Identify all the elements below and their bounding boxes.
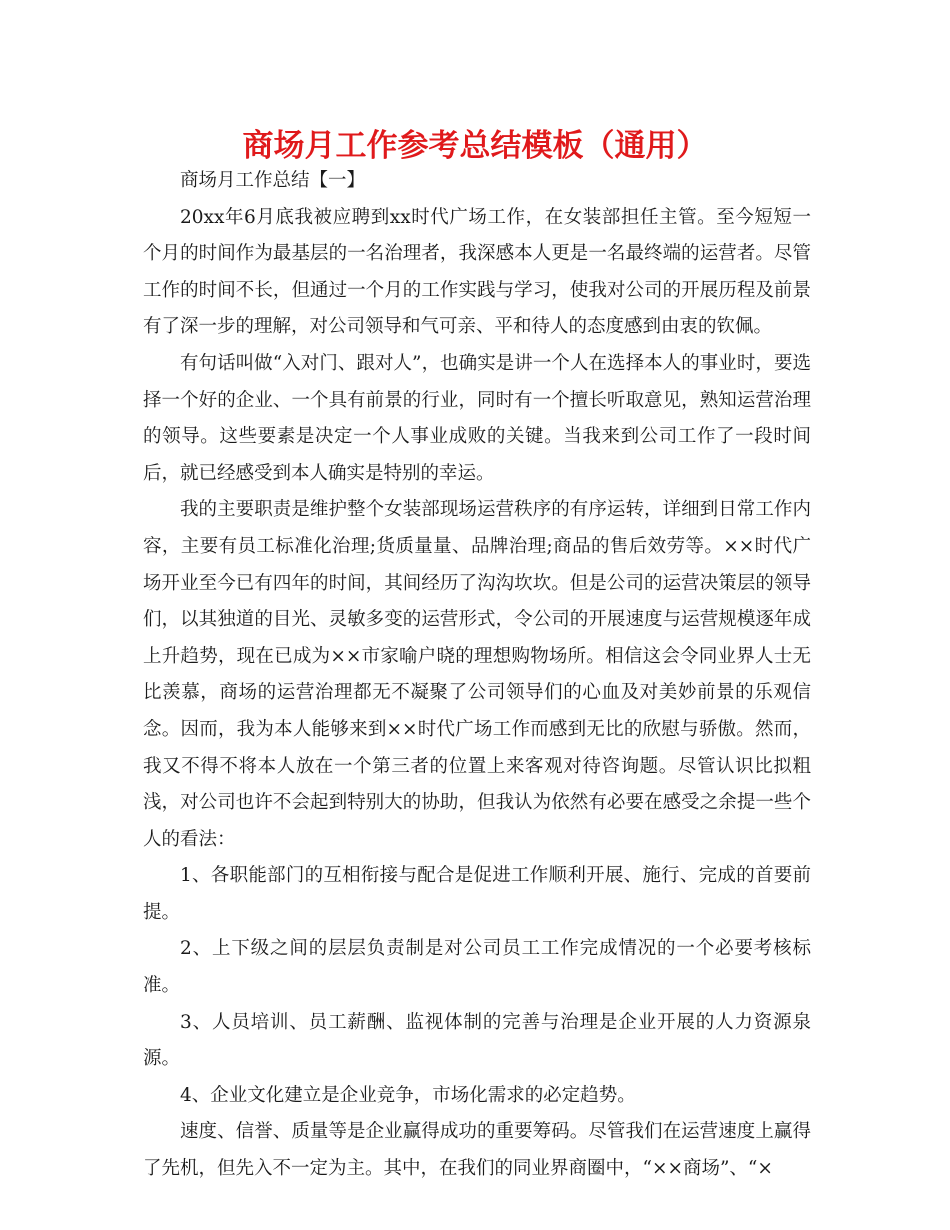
list-item-1: 1、各职能部门的互相衔接与配合是促进工作顺利开展、施行、完成的首要前提。 xyxy=(143,865,811,923)
paragraph-competition: 速度、信誉、质量等是企业赢得成功的重要筹码。尽管我们在运营速度上赢得了先机，但先入不一定为主。其中，在我们的同业界商圈中，“××商场”、“× xyxy=(143,1121,811,1180)
list-item-2: 2、上下级之间的层层负责制是对公司员工工作完成情况的一个必要考核标准。 xyxy=(143,938,811,997)
list-item-3: 3、人员培训、员工薪酬、监视体制的完善与治理是企业开展的人力资源泉源。 xyxy=(143,1011,811,1070)
document-body xyxy=(143,163,811,1188)
paragraph-duties: 我的主要职责是维护整个女装部现场运营秩序的有序运转，详细到日常工作内容，主要有员工标准化治理;货质量量、品牌治理;商品的售后效劳等。××时代广场开业至今已有四年的时间，其间经历了沟沟坎坎。但是公司的运营决策层的领导们，以其独道的目光、灵敏多变的运营形式，令公司的开展速度与运营规模逐年成上升趋势，现在已成为××市家喻户晓的理想购物场所。相信这会令同业界人士无比羡慕，商场的运营治理都无不凝聚了公司领导们的心血及对美妙前景的乐观信念。因而，我为本人能够来到××时代广场工作而感到无比的欣慰与骄傲。然而，我又不得不将本人放在一个第三者的位置上来客观对待咨询题。尽管认识比拟粗浅，对公司也许不会起到特别大的协助，但我认为依然有必要在感受之余提一些个人的看法： xyxy=(143,499,811,850)
paragraph-intro: 20xx年6月底我被应聘到xx时代广场工作，在女装部担任主管。至今短短一个月的时间作为最基层的一名治理者，我深感本人更是一名最终端的运营者。尽管工作的时间不长，但通过一个月的工作实践与学习，使我对公司的开展历程及前景有了深一步的理解，对公司领导和气可亲、平和待人的态度感到由衷的钦佩。 xyxy=(143,206,811,338)
document-title: 商场月工作参考总结模板（通用） xyxy=(242,128,708,164)
list-item-4: 4、企业文化建立是企业竞争，市场化需求的必定趋势。 xyxy=(180,1084,636,1106)
paragraph-right-choice: 有句话叫做“入对门、跟对人”，也确实是讲一个人在选择本人的事业时，要选择一个好的企业、一个具有前景的行业，同时有一个擅长听取意见，熟知运营治理的领导。这些要素是决定一个人事业成败的关键。当我来到公司工作了一段时间后，就已经感受到本人确实是特别的幸运。 xyxy=(143,352,811,484)
section-heading: 商场月工作总结【一】 xyxy=(180,170,366,191)
